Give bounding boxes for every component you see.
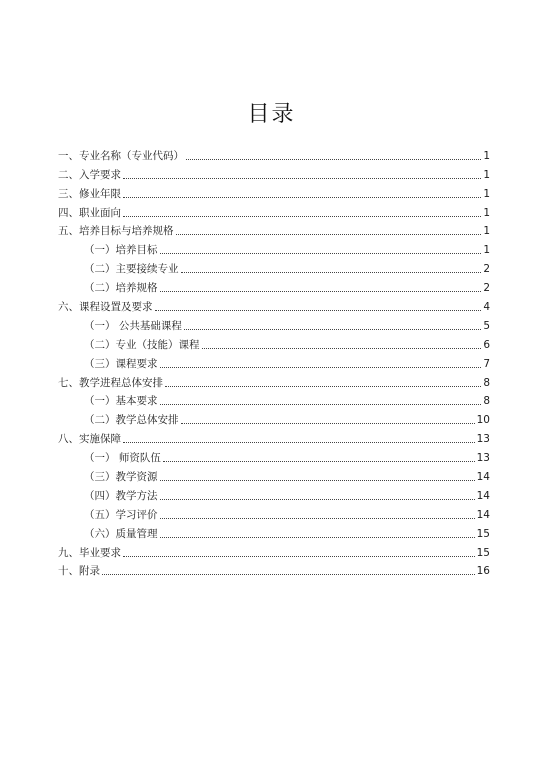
toc-entry-page: 1	[483, 149, 490, 162]
toc-dot-leader	[160, 498, 475, 500]
toc-entry-page: 14	[476, 508, 490, 521]
toc-dot-leader	[176, 233, 482, 235]
toc-entry-page: 8	[483, 376, 490, 389]
toc-entry-page: 2	[483, 282, 490, 295]
toc-entry-page: 16	[476, 565, 490, 578]
toc-entry-label: （一） 公共基础课程	[84, 319, 182, 332]
toc-dot-leader	[102, 573, 475, 575]
toc-entry[interactable]	[58, 201, 490, 220]
toc-entry[interactable]	[58, 352, 490, 371]
toc-entry[interactable]	[58, 446, 490, 465]
toc-entry-page: 1	[483, 206, 490, 219]
toc-dot-leader	[160, 403, 482, 405]
toc-entry-label: （二）培养规格	[84, 282, 158, 295]
toc-entry[interactable]	[58, 182, 490, 201]
toc-entry[interactable]	[58, 522, 490, 541]
toc-entry-page: 1	[483, 168, 490, 181]
toc-entry-page: 7	[483, 357, 490, 370]
toc-entry-label: （一） 师资队伍	[84, 452, 161, 465]
toc-entry[interactable]	[58, 465, 490, 484]
toc-entry-page: 5	[483, 319, 490, 332]
toc-entry-label: （二）主要接续专业	[84, 263, 179, 276]
toc-list	[58, 144, 490, 578]
toc-entry[interactable]	[58, 427, 490, 446]
toc-dot-leader	[181, 422, 475, 424]
toc-entry-label: （一）培养目标	[84, 244, 158, 257]
toc-entry[interactable]	[58, 144, 490, 163]
toc-entry-label: 一、专业名称（专业代码）	[58, 149, 184, 162]
toc-entry-label: 九、毕业要求	[58, 546, 121, 559]
toc-entry[interactable]	[58, 503, 490, 522]
toc-dot-leader	[160, 290, 482, 292]
toc-entry-page: 13	[476, 452, 490, 465]
toc-entry-label: （一）基本要求	[84, 395, 158, 408]
toc-entry-label: 十、附录	[58, 565, 100, 578]
toc-dot-leader	[160, 479, 475, 481]
toc-entry-label: （四）教学方法	[84, 489, 158, 502]
toc-entry-label: 二、入学要求	[58, 168, 121, 181]
toc-entry-label: （二）专业（技能）课程	[84, 338, 200, 351]
toc-entry-label: （三）教学资源	[84, 471, 158, 484]
toc-entry-label: 四、职业面向	[58, 206, 121, 219]
toc-entry-label: （六）质量管理	[84, 527, 158, 540]
toc-entry[interactable]	[58, 333, 490, 352]
toc-entry-label: （五）学习评价	[84, 508, 158, 521]
toc-dot-leader	[160, 366, 482, 368]
toc-entry[interactable]	[58, 257, 490, 276]
toc-dot-leader	[186, 158, 481, 160]
toc-dot-leader	[160, 252, 482, 254]
toc-entry-page: 10	[476, 414, 490, 427]
toc-dot-leader	[123, 441, 475, 443]
toc-entry-page: 1	[483, 244, 490, 257]
toc-dot-leader	[123, 196, 481, 198]
toc-dot-leader	[165, 385, 481, 387]
toc-entry-page: 6	[483, 338, 490, 351]
toc-entry-label: 三、修业年限	[58, 187, 121, 200]
toc-entry[interactable]	[58, 408, 490, 427]
toc-title: 目录	[247, 102, 296, 127]
toc-entry-label: 六、课程设置及要求	[58, 301, 153, 314]
toc-dot-leader	[160, 536, 475, 538]
toc-entry[interactable]	[58, 220, 490, 239]
toc-entry-label: 七、教学进程总体安排	[58, 376, 163, 389]
toc-entry-label: （三）课程要求	[84, 357, 158, 370]
toc-entry[interactable]	[58, 295, 490, 314]
toc-entry[interactable]	[58, 484, 490, 503]
toc-dot-leader	[123, 555, 475, 557]
toc-entry-page: 13	[476, 433, 490, 446]
toc-entry[interactable]	[58, 560, 490, 579]
toc-entry-page: 4	[483, 301, 490, 314]
toc-entry[interactable]	[58, 238, 490, 257]
toc-entry-page: 15	[476, 546, 490, 559]
toc-entry-page: 8	[483, 395, 490, 408]
toc-dot-leader	[181, 271, 482, 273]
toc-entry-page: 14	[476, 489, 490, 502]
toc-entry-page: 2	[483, 263, 490, 276]
toc-entry-label: 八、实施保障	[58, 433, 121, 446]
toc-entry-page: 14	[476, 471, 490, 484]
toc-dot-leader	[123, 177, 481, 179]
toc-dot-leader	[202, 347, 482, 349]
toc-dot-leader	[123, 215, 481, 217]
toc-entry[interactable]	[58, 163, 490, 182]
toc-dot-leader	[160, 517, 475, 519]
toc-dot-leader	[163, 460, 475, 462]
toc-dot-leader	[184, 328, 481, 330]
toc-entry[interactable]	[58, 276, 490, 295]
toc-entry[interactable]	[58, 371, 490, 390]
toc-entry-page: 1	[483, 187, 490, 200]
toc-entry-label: 五、培养目标与培养规格	[58, 225, 174, 238]
toc-entry[interactable]	[58, 314, 490, 333]
toc-entry-page: 1	[483, 225, 490, 238]
toc-entry-label: （二）教学总体安排	[84, 414, 179, 427]
toc-entry[interactable]	[58, 541, 490, 560]
toc-entry[interactable]	[58, 390, 490, 409]
toc-dot-leader	[155, 309, 482, 311]
toc-entry-page: 15	[476, 527, 490, 540]
